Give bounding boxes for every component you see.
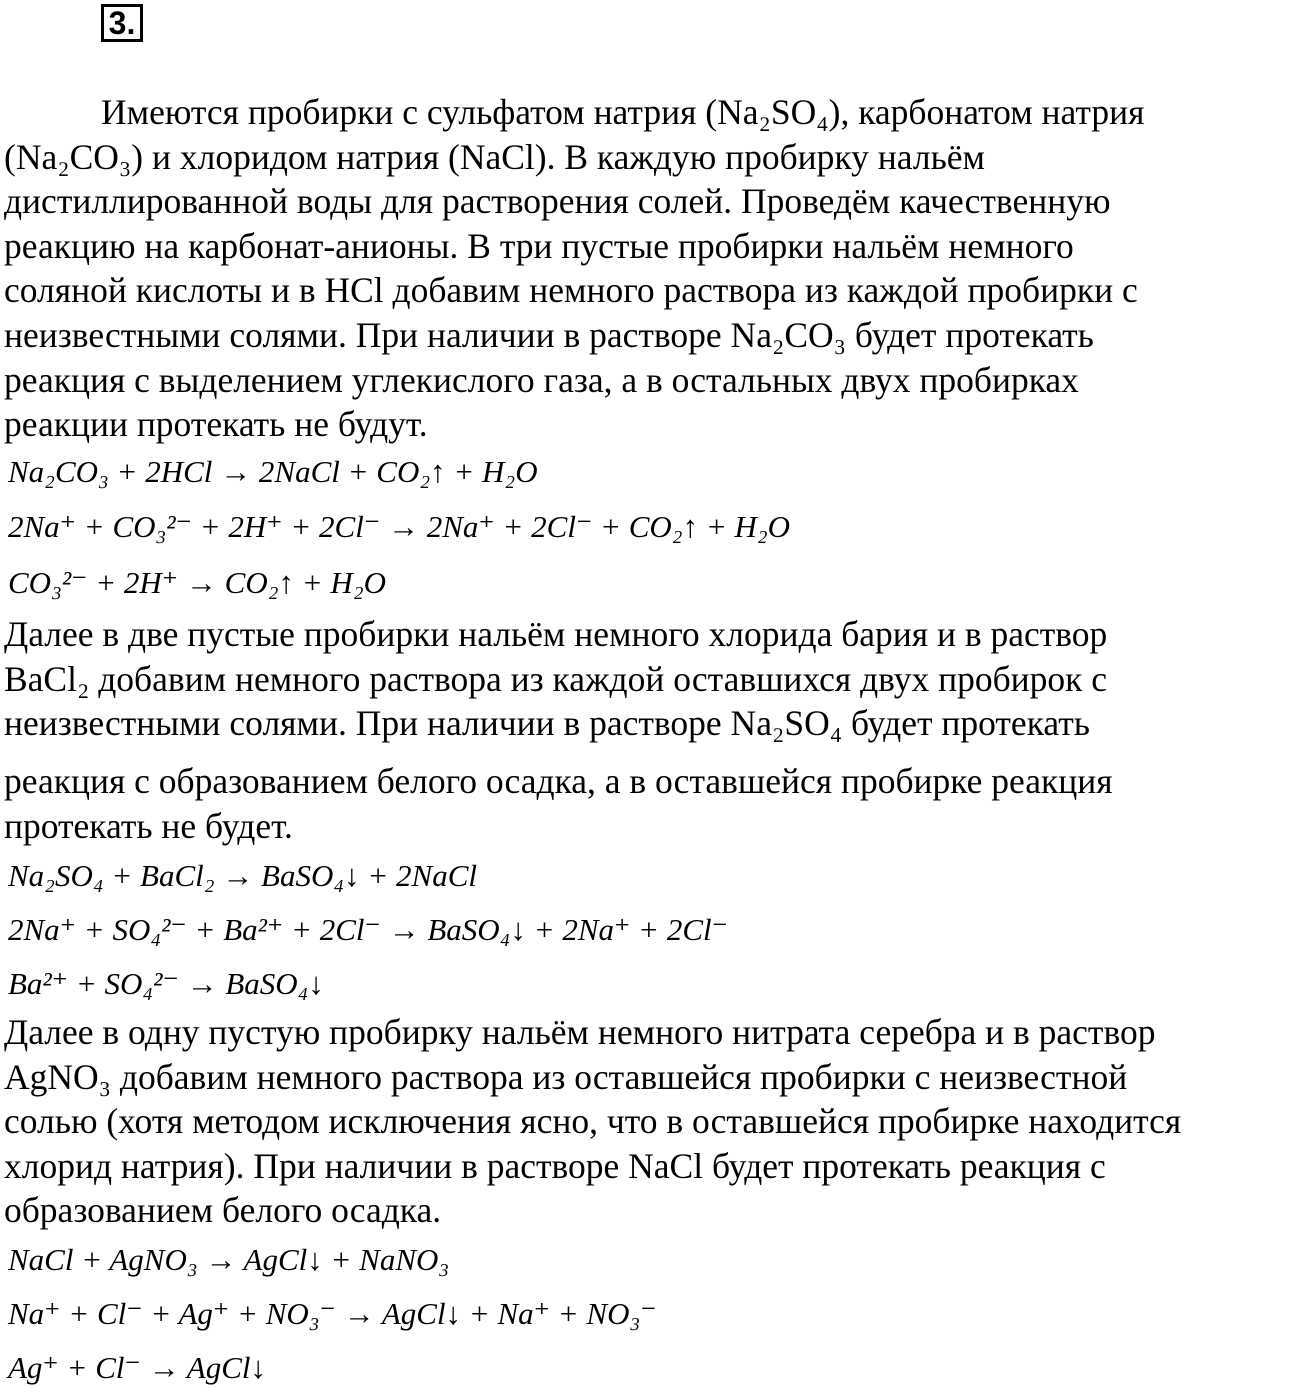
equation-full-ionic-1: 2Na⁺ + CO₃²⁻ + 2H⁺ + 2Cl⁻ → 2Na⁺ + 2Cl⁻ + CO₂↑ + H₂O xyxy=(8,509,791,544)
equation-short-ionic-3: Ag⁺ + Cl⁻ → AgCl↓ xyxy=(8,1350,267,1385)
equation-short-ionic-1: CO₃²⁻ + 2H⁺ → CO₂↑ + H₂O xyxy=(8,565,386,600)
paragraph-sulfate-result xyxy=(4,759,1302,848)
text-line: образованием белого осадка. xyxy=(4,1190,442,1231)
text-line: Далее в одну пустую пробирку нальём немного нитрата серебра и в раствор xyxy=(4,1012,1156,1052)
text-line: Далее в две пустые пробирки нальём немного хлорида бария и в раствор xyxy=(4,614,1108,654)
text-line: реакция с образованием белого осадка, а в оставшейся пробирке реакция xyxy=(4,761,1113,801)
equation-molecular-3: NaCl + AgNO₃ → AgCl↓ + NaNO₃ xyxy=(8,1242,450,1277)
equation-full-ionic-3: Na⁺ + Cl⁻ + Ag⁺ + NO₃⁻ → AgCl↓ + Na⁺ + NO₃⁻ xyxy=(8,1296,657,1331)
text-line: реакции протекать не будут. xyxy=(4,404,428,445)
text-line: (Na₂CO₃) и хлоридом натрия (NaCl). В каждую пробирку нальём xyxy=(4,136,985,177)
paragraph-chloride-test xyxy=(4,1010,1302,1233)
equation-molecular-1: Na₂CO₃ + 2HCl → 2NaCl + CO₂↑ + H₂O xyxy=(8,454,538,489)
equation-short-ionic-2: Ba²⁺ + SO₄²⁻ → BaSO₄↓ xyxy=(8,966,324,1001)
text-line: AgNO₃ добавим немного раствора из оставшейся пробирки с неизвестной xyxy=(4,1056,1128,1097)
paragraph-sulfate-test xyxy=(4,612,1302,746)
text-line: хлорид натрия). При наличии в растворе NaCl будет протекать реакция с xyxy=(4,1145,1106,1186)
text-line: BaCl₂ добавим немного раствора из каждой оставшихся двух пробирок с xyxy=(4,658,1108,699)
equation-molecular-2: Na₂SO₄ + BaCl₂ → BaSO₄↓ + 2NaCl xyxy=(8,858,478,893)
text-line: реакцию на карбонат-анионы. В три пустые пробирки нальём немного xyxy=(4,225,1074,266)
text-line: дистиллированной воды для растворения солей. Проведём качественную xyxy=(4,181,1111,222)
equation-full-ionic-2: 2Na⁺ + SO₄²⁻ + Ba²⁺ + 2Cl⁻ → BaSO₄↓ + 2Na⁺ + 2Cl⁻ xyxy=(8,912,728,947)
text-line: протекать не будет. xyxy=(4,805,293,846)
task-number-box: 3. xyxy=(101,4,143,42)
text-line: соляной кислоты и в HCl добавим немного раствора из каждой пробирки с xyxy=(4,270,1138,311)
text-line: солью (хотя методом исключения ясно, что в оставшейся пробирке находится xyxy=(4,1101,1182,1142)
text-line: неизвестными солями. При наличии в растворе Na₂CO₃ будет протекать xyxy=(4,314,1094,355)
text-line: реакция с выделением углекислого газа, а в остальных двух пробирках xyxy=(4,359,1079,400)
text-line: неизвестными солями. При наличии в растворе Na₂SO₄ будет протекать xyxy=(4,703,1090,744)
paragraph-carbonate-test xyxy=(4,90,1302,447)
text-line: Имеются пробирки с сульфатом натрия (Na₂SO₄), карбонатом натрия xyxy=(101,92,1145,132)
